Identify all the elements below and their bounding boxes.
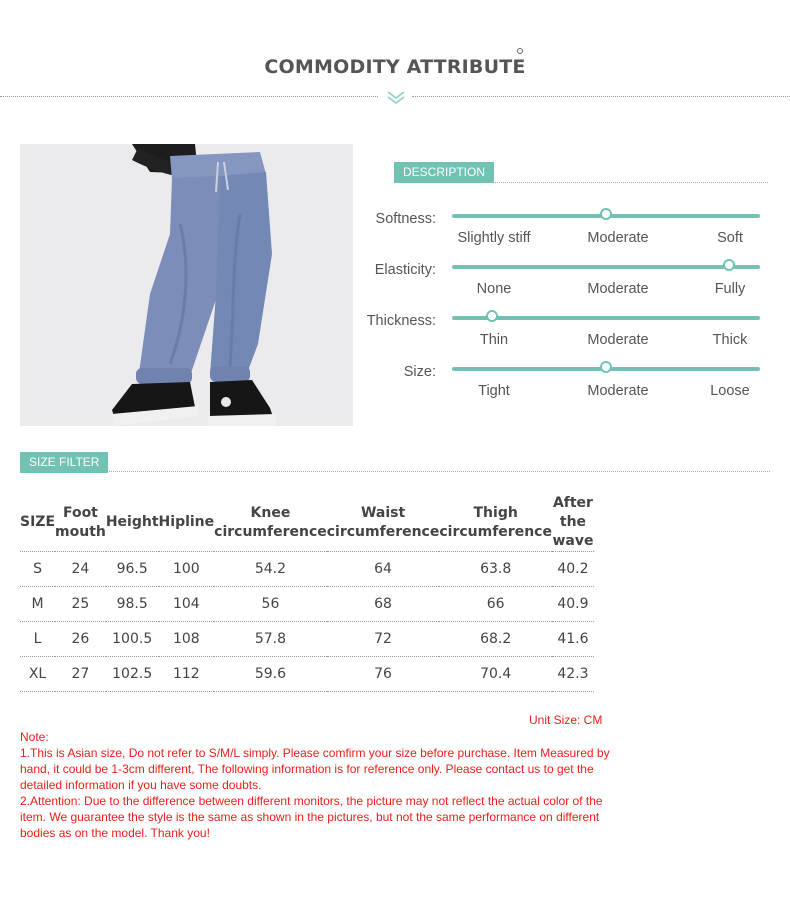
table-cell: 25 xyxy=(55,587,106,622)
table-cell: 66 xyxy=(439,587,552,622)
table-cell: 96.5 xyxy=(106,552,159,587)
table-cell: 102.5 xyxy=(106,657,159,692)
table-row xyxy=(20,657,594,692)
table-cell: 112 xyxy=(159,657,215,692)
table-cell: S xyxy=(20,552,55,587)
size-scale-high: Loose xyxy=(710,383,750,399)
table-cell: 40.9 xyxy=(552,587,594,622)
product-photo xyxy=(20,144,353,426)
table-cell: L xyxy=(20,622,55,657)
table-cell: 63.8 xyxy=(439,552,552,587)
table-cell: 40.2 xyxy=(552,552,594,587)
table-cell: 27 xyxy=(55,657,106,692)
table-cell: 57.8 xyxy=(214,622,327,657)
table-row xyxy=(20,587,594,622)
header-divider-right xyxy=(412,96,790,97)
table-cell: 68.2 xyxy=(439,622,552,657)
table-cell: 68 xyxy=(327,587,440,622)
size-table xyxy=(20,494,594,692)
column-header-after-the-wave: After the wave xyxy=(552,494,594,552)
description-tag: DESCRIPTION xyxy=(394,162,494,183)
note-title: Note: xyxy=(20,730,49,744)
table-cell: 42.3 xyxy=(552,657,594,692)
softness-scale-low: Slightly stiff xyxy=(457,230,531,246)
size-slider-knob xyxy=(600,361,612,373)
softness-slider-knob xyxy=(600,208,612,220)
table-cell: 100 xyxy=(159,552,215,587)
softness-scale-high: Soft xyxy=(717,230,743,246)
size-scale-low: Tight xyxy=(478,383,510,399)
table-cell: 108 xyxy=(159,622,215,657)
table-cell: 98.5 xyxy=(106,587,159,622)
table-cell: 54.2 xyxy=(214,552,327,587)
table-cell: 100.5 xyxy=(106,622,159,657)
table-cell: 56 xyxy=(214,587,327,622)
table-cell: 24 xyxy=(55,552,106,587)
note-line-2: 2.Attention: Due to the difference between different monitors, the picture may not reflect the actual color of the item. We guarantee the style is the same as shown in the pictures, but not the same performance on different bodies as on the model. Thank you! xyxy=(20,794,603,840)
thickness-slider-knob xyxy=(486,310,498,322)
column-header-foot-mouth: Foot mouth xyxy=(55,494,106,552)
elasticity-scale-low: None xyxy=(476,281,512,297)
table-cell: 59.6 xyxy=(214,657,327,692)
table-cell: XL xyxy=(20,657,55,692)
column-header-knee-circumference: Knee circumference xyxy=(214,494,327,552)
degree-circle-ornament xyxy=(517,48,523,54)
size-filter-tag: SIZE FILTER xyxy=(20,452,108,473)
column-header-height: Height xyxy=(106,494,159,552)
thickness-scale-high: Thick xyxy=(712,332,748,348)
softness-scale-mid: Moderate xyxy=(587,230,649,246)
column-header-waist-circumference: Waist circumference xyxy=(327,494,440,552)
table-cell: M xyxy=(20,587,55,622)
table-cell: 104 xyxy=(159,587,215,622)
table-cell: 64 xyxy=(327,552,440,587)
table-cell: 70.4 xyxy=(439,657,552,692)
thickness-scale-low: Thin xyxy=(479,332,509,348)
table-cell: 76 xyxy=(327,657,440,692)
table-row xyxy=(20,622,594,657)
column-header-size: SIZE xyxy=(20,494,55,552)
page-title: COMMODITY ATTRIBUTE xyxy=(264,56,526,78)
size-table-header-row xyxy=(20,494,594,552)
double-chevron-down-icon xyxy=(385,89,407,105)
table-row xyxy=(20,552,594,587)
elasticity-slider-track xyxy=(452,265,760,269)
table-cell: 72 xyxy=(327,622,440,657)
elasticity-scale-mid: Moderate xyxy=(587,281,649,297)
unit-size-label: Unit Size: CM xyxy=(529,713,603,727)
column-header-thigh-circumference: Thigh circumference xyxy=(439,494,552,552)
header-divider-left xyxy=(0,96,378,97)
note-line-1: 1.This is Asian size, Do not refer to S/M/L simply. Please comfirm your size before purchase. Item Measured by hand, it could be 1-3cm different, The following information is for reference only. Please contact us to get the detailed information if you have some doubts. xyxy=(20,746,610,792)
thickness-slider-track xyxy=(452,316,760,320)
elasticity-scale-high: Fully xyxy=(714,281,746,297)
elasticity-slider-knob xyxy=(723,259,735,271)
description-divider xyxy=(493,182,768,183)
size-filter-divider xyxy=(109,471,770,472)
table-cell: 41.6 xyxy=(552,622,594,657)
thickness-scale-mid: Moderate xyxy=(587,332,649,348)
size-scale-mid: Moderate xyxy=(587,383,649,399)
column-header-hipline: Hipline xyxy=(159,494,215,552)
table-cell: 26 xyxy=(55,622,106,657)
